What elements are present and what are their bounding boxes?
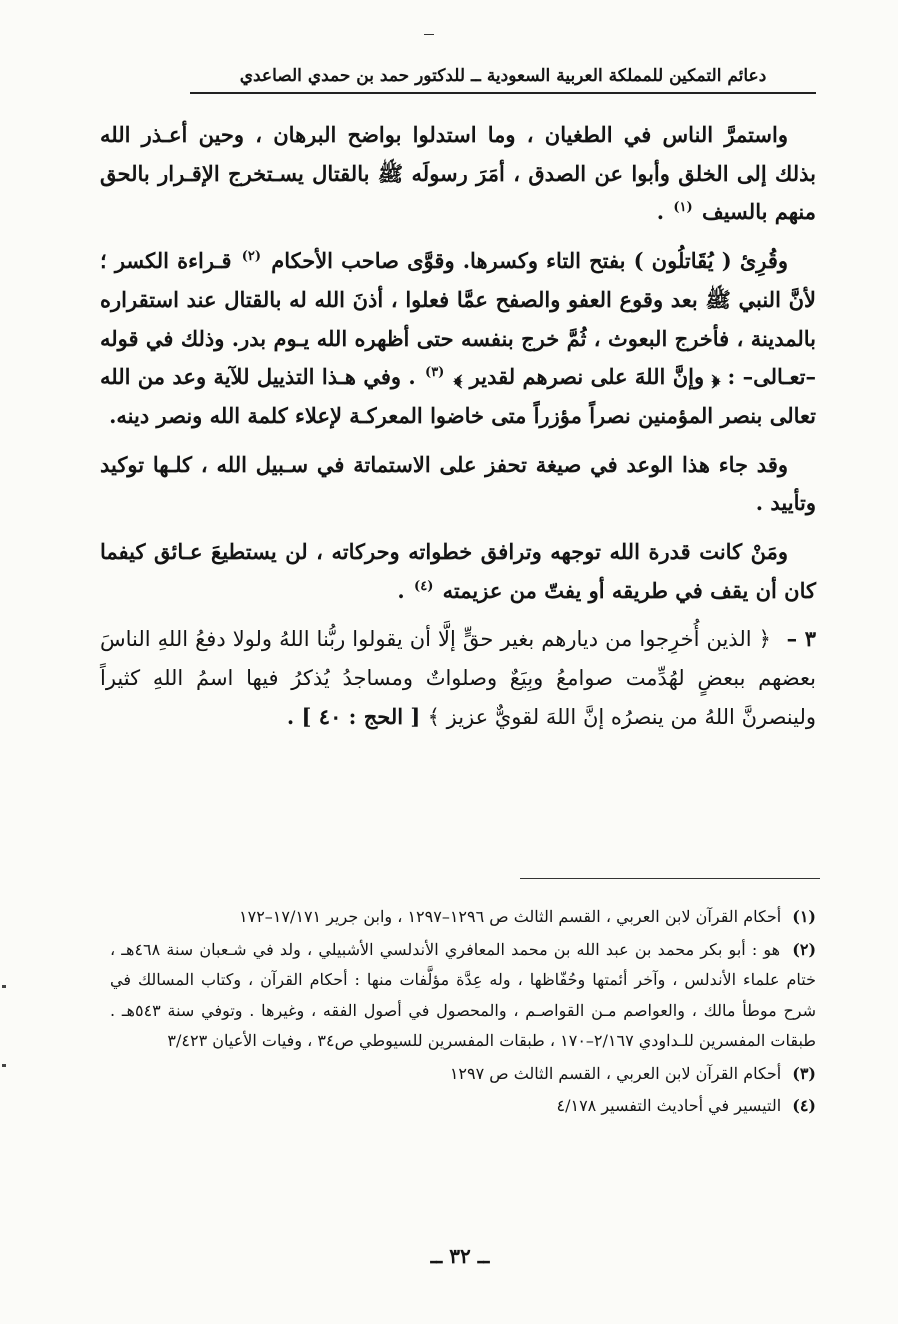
footnote-1 — [110, 902, 816, 933]
quran-verse-block — [100, 620, 816, 736]
verse-reference: [ الحج : ٤٠ ] . — [286, 703, 421, 729]
footnote-4 — [110, 1091, 816, 1122]
paragraph-3 — [100, 446, 816, 523]
footnote-3 — [110, 1059, 816, 1090]
footnote-mark: (١) — [792, 907, 816, 926]
footnote-text: التيسير في أحاديث التفسير ٤/١٧٨ — [556, 1096, 782, 1115]
main-text — [100, 116, 816, 747]
paragraph-2 — [100, 242, 816, 436]
paragraph-4: ومَنْ كانت قدرة الله توجهه وترافق خطواته وحركاته ، لن يستطيعَ عـائق كيفما كان أن يقف في طريقه أو يفتّ من عزيمته $^{(٤)}$ . — [100, 539, 816, 603]
quran-verse-text: ﴿ الذين أُخرِجوا من ديارهم بغير حقٍّ إلَّا أن يقولوا ربُّنا اللهُ ولولا دفعُ اللهِ الناسَ بعضهم ببعضٍ لهُدِّمت صوامعُ وبِيَعٌ وصلواتٌ ومساجدُ يُذكرُ فيها اسمُ اللهِ كثيراً ولينصرنَّ اللهُ من ينصرُه إنَّ اللهَ لقويٌّ عزيز ﴾ — [100, 627, 816, 729]
footnote-ref-1: (١) — [673, 200, 693, 216]
footnote-2 — [110, 935, 816, 1057]
running-header: دعائم التمكين للمملكة العربية السعودية ــ للدكتور حمد بن حمدي الصاعدي — [239, 66, 767, 86]
top-mark — [424, 34, 434, 35]
footnote-text: هو : أبو بكر محمد بن عبد الله بن محمد المعافري الأندلسي الأشبيلي ، ولد في شـعبان سنة ٤٦٨هـ ، ختام علماء الأندلس ، وآخر أئمتها وحُفّاظها ، وله عِدَّة مؤلَّفات منها : أحكام القرآن ، وكتاب المسالك في شرح موطأ مالك ، والعواصم مـن القواصـم ، والمحصول في أصول الفقه ، وغيرها . وتوفي سنة ٥٤٣هـ . طبقات المفسرين للـداودي ٢/١٦٧–١٧٠ ، طبقات المفسرين للسيوطي ص٣٤ ، وفيات الأعيان ٣/٤٢٣ — [110, 939, 817, 1050]
footnote-mark: (٤) — [792, 1096, 816, 1115]
footnote-text: أحكام القرآن لابن العربي ، القسم الثالث ص ١٢٩٦–١٢٩٧ ، وابن جرير ١٧/١٧١–١٧٢ — [239, 907, 782, 926]
scan-edge-mark — [2, 985, 6, 988]
footnote-ref-3: (٣) — [425, 365, 445, 381]
paragraph-3-text: وقد جاء هذا الوعد في صيغة تحفز على الاستماتة في سـبيل الله ، كلـها توكيد وتأييد . — [100, 451, 816, 516]
page-number: ــ ٣٢ ــ — [430, 1244, 490, 1268]
paragraph-1: واستمرَّ الناس في الطغيان ، وما استدلوا بواضح البرهان ، وحين أعـذر الله بذلك إلى الخلق وأبوا عن الصدق ، أمَرَ رسولَه ﷺ بالقتال يسـتخرج الإقـرار بالحق منهم بالسيف $^{(١)}$ . — [100, 122, 816, 225]
footnotes — [110, 902, 816, 1124]
footnote-separator — [520, 878, 820, 879]
scan-edge-mark — [2, 1064, 6, 1067]
paragraph-2-text-c: . وفي هـذا التذييل للآية وعد من الله تعالى بنصر المؤمنين نصراً مؤزراً متى خاضوا المعركـة لإعلاء كلمة الله ونصر دينه. — [100, 364, 816, 428]
footnote-ref-2: (٢) — [241, 249, 262, 265]
footnote-ref-4: (٤) — [414, 578, 434, 594]
paragraph-2-text-a: وقُرِئ ( يُقَاتلُون ) بفتح التاء وكسرها. وقوَّى صاحب الأحكام — [271, 248, 789, 274]
paragraph-1-text: واستمرَّ الناس في الطغيان ، وما استدلوا بواضح البرهان ، وحين أعـذر الله بذلك إلى الخلق وأبوا عن الصدق ، أمَرَ رسولَه ﷺ بالقتال يسـتخرج الإقـرار بالحق منهم بالسيف — [100, 122, 816, 225]
footnote-mark: (٢) — [792, 939, 817, 959]
paragraph-4-text: ومَنْ كانت قدرة الله توجهه وترافق خطواته وحركاته ، لن يستطيعَ عـائق كيفما كان أن يقف في طريقه أو يفتّ من عزيمته — [100, 539, 816, 603]
header-rule — [190, 92, 816, 94]
footnote-mark: (٣) — [792, 1063, 816, 1083]
footnote-text: أحكام القرآن لابن العربي ، القسم الثالث ص ١٢٩٧ — [449, 1063, 782, 1083]
verse-number: ٣ – — [786, 626, 817, 652]
paragraph-2-text-b: قـراءة الكسر ؛ لأنَّ النبي ﷺ بعد وقوع العفو والصفح عمَّا فعلوا ، أذنَ الله له بالقتال عند استقراره بالمدينة ، فأخرج البعوث ، ثُمَّ خرج بنفسه حتى أظهره الله يـوم بدر. وذلك في قوله –تعـالى– : ﴿ وإنَّ اللهَ على نصرهم لقدير ﴾ — [100, 248, 816, 390]
